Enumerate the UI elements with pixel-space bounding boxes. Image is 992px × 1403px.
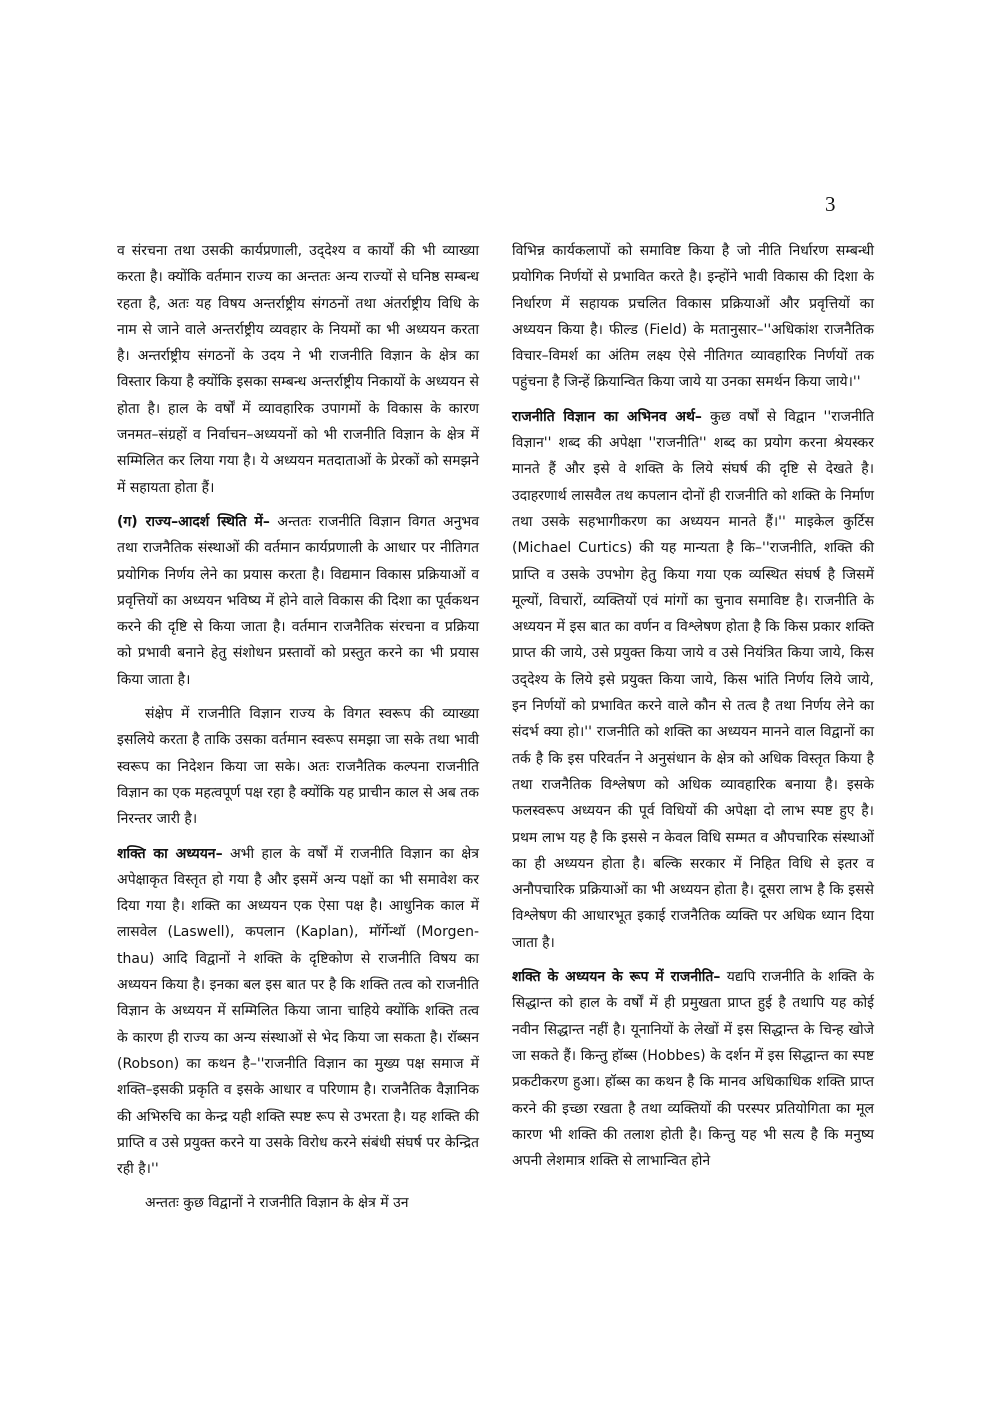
paragraph-power-study <box>117 841 479 1183</box>
paragraph-text: अभी हाल के वर्षों में राजनीति विज्ञान का क्षेत्र अपेक्षाकृत विस्तृत हो गया है और इसमें अन्य पक्षों का भी समावेश कर दिया गया है। शक्ति का अध्ययन एक ऐसा पक्ष है। आधुनिक काल में लासवेल (Laswell), कपलान (Kaplan), मॉर्गेन्थॉ (Morgen-thau) आदि विद्वानों ने शक्ति के दृष्टिकोण से राजनीति विषय का अध्ययन किया है। इनका बल इस बात पर है कि शक्ति तत्व को राजनीति विज्ञान के अध्ययन में सम्मिलित किया जाना चाहिये क्योंकि शक्ति तत्व के कारण ही राज्य का अन्य संस्थाओं से भेद किया जा सकता है। रॉब्सन (Robson) का कथन है–''राजनीति विज्ञान का मुख्य पक्ष समाज में शक्ति–इसकी प्रकृति व इसके आधार व परिणाम है। राजनैतिक वैज्ञानिक की अभिरुचि का केन्द्र यही शक्ति स्पष्ट रूप से उभरता है। यह शक्ति की प्राप्ति व उसे प्रयुक्त करने या उसके विरोध करने संबंधी संघर्ष पर केन्द्रित रही है।'' <box>117 845 480 1178</box>
paragraph-new-meaning <box>512 404 874 956</box>
paragraph-state-ideal <box>117 509 479 693</box>
left-column <box>117 238 479 1225</box>
paragraph-text: यद्यपि राजनीति के शक्ति के सिद्धान्त को हाल के वर्षों में ही प्रमुखता प्राप्त हुई है तथापि यह कोई नवीन सिद्धान्त नहीं है। यूनानियों के लेखों में इस सिद्धान्त के चिन्ह खोजे जा सकते हैं। किन्तु हॉब्स (Hobbes) के दर्शन में इस सिद्धान्त का स्पष्ट प्रकटीकरण हुआ। हॉब्स का कथन है कि मानव अधिकाधिक शक्ति प्राप्त करने की इच्छा रखता है तथा व्यक्तियों की परस्पर प्रतियोगिता का मूल कारण भी शक्ति की तलाश होती है। किन्तु यह भी सत्य है कि मनुष्य अपनी लेशमात्र शक्ति से लाभान्वित होने <box>512 969 874 1170</box>
paragraph-text: अन्ततः राजनीति विज्ञान विगत अनुभव तथा राजनैतिक संस्थाओं की वर्तमान कार्यप्रणाली के आधार पर नीतिगत प्रयोगिक निर्णय लेने का प्रयास करता है। विद्यमान विकास प्रक्रियाओं व प्रवृत्तियों का अध्ययन भविष्य में होने वाले विकास की दिशा का पूर्वकथन करने की दृष्टि से किया जाता है। वर्तमान राजनैतिक संरचना व प्रक्रिया को प्रभावी बनाने हेतु संशोधन प्रस्तावों को प्रस्तुत करने का भी प्रयास किया जाता है। <box>117 513 479 688</box>
paragraph: अन्ततः कुछ विद्वानों ने राजनीति विज्ञान के क्षेत्र में उन <box>145 1195 409 1212</box>
section-heading: राजनीति विज्ञान का अभिनव अर्थ– <box>512 408 702 425</box>
section-heading: (ग) राज्य–आदर्श स्थिति में– <box>117 513 270 530</box>
right-column <box>512 238 874 1182</box>
paragraph-text: कुछ वर्षों से विद्वान ''राजनीति विज्ञान'' शब्द की अपेक्षा ''राजनीति'' शब्द का प्रयोग करना श्रेयस्कर मानते हैं और इसे वे शक्ति के लिये संघर्ष की दृष्टि से देखते है। उदाहरणार्थ लासवैल तथ कपलान दोनों ही राजनीति को शक्ति के निर्माण तथा उसके सहभागीकरण का अध्ययन मानते हैं।'' माइकेल कुर्टिस (Michael Curtics) की यह मान्यता है कि–''राजनीति, शक्ति की प्राप्ति व उसके उपभोग हेतु किया गया एक व्यस्थित संघर्ष है जिसमें मूल्यों, विचारों, व्यक्तियों एवं मांगों का चुनाव समाविष्ट है। राजनीति के अध्ययन में इस बात का वर्णन व विश्लेषण होता है कि किस प्रकार शक्ति प्राप्त की जाये, उसे प्रयुक्त किया जाये व उसे नियंत्रित किया जाये, किस उद्‌देश्य के लिये इसे प्रयुक्त किया जाये, किस भांति निर्णय लिये जाये, इन निर्णयों को प्रभावित करने वाले कौन से तत्व है तथा निर्णय लेने का संदर्भ क्या हो।'' राजनीति को शक्ति का अध्ययन मानने वाल विद्वानों का तर्क है कि इस परिवर्तन ने अनुसंधान के क्षेत्र को अधिक विस्तृत किया है तथा राजनैतिक विश्लेषण को अधिक व्यावहारिक बनाया है। इसके फलस्वरूप अध्ययन की पूर्व विधियों की अपेक्षा दो लाभ स्पष्ट हुए है। प्रथम लाभ यह है कि इससे न केवल विधि सम्मत व औपचारिक संस्थाओं का ही अध्ययन होता है। बल्कि सरकार में निहित विधि से इतर व अनौपचारिक प्रक्रियाओं का भी अध्ययन होता है। दूसरा लाभ है कि इससे विश्लेषण की आधारभूत इकाई राजनैतिक व्यक्ति पर अधिक ध्यान दिया जाता है। <box>512 408 874 951</box>
paragraph: व संरचना तथा उसकी कार्यप्रणाली, उद्‌देश्य व कार्यों की भी व्याख्या करता है। क्योंकि वर्तमान राज्य का अन्ततः अन्य राज्यों से घनिष्ठ सम्बन्ध रहता है, अतः यह विषय अन्तर्राष्ट्रीय संगठनों तथा अंतर्राष्ट्रीय विधि के नाम से जाने वाले अन्तर्राष्ट्रीय व्यवहार के नियमों का भी अध्ययन करता है। अन्तर्राष्ट्रीय संगठनों के उदय ने भी राजनीति विज्ञान के क्षेत्र का विस्तार किया है क्योंकि इसका सम्बन्ध अन्तर्राष्ट्रीय निकायों के अध्ययन से होता है। हाल के वर्षों में व्यावहारिक उपागमों के विकास के कारण जनमत–संग्रहों व निर्वाचन–अध्ययनों को भी राजनीति विज्ञान के क्षेत्र में सम्मिलित कर लिया गया है। ये अध्ययन मतदाताओं के प्रेरकों को समझने में सहायता होता हैं। <box>117 243 479 496</box>
paragraph: विभिन्न कार्यकलापों को समाविष्ट किया है जो नीति निर्धारण सम्बन्धी प्रयोगिक निर्णयों से प्रभावित करते है। इन्होंने भावी विकास की दिशा के निर्धारण में सहायक प्रचलित विकास प्रक्रियाओं और प्रवृत्तियों का अध्ययन किया है। फील्ड (Field) के मतानुसार–''अधिकांश राजनैतिक विचार–विमर्श का अंतिम लक्ष्य ऐसे नीतिगत व्यावहारिक निर्णयों तक पहुंचना है जिन्हें क्रियान्वित किया जाये या उनका समर्थन किया जाये।'' <box>512 243 874 391</box>
paragraph-politics-as-power <box>512 964 874 1174</box>
section-heading: शक्ति के अध्ययन के रूप में राजनीति– <box>512 969 721 986</box>
paragraph: संक्षेप में राजनीति विज्ञान राज्य के विगत स्वरूप की व्याख्या इसलिये करता है ताकि उसका वर्तमान स्वरूप समझा जा सके तथा भावी स्वरूप का निदेशन किया जा सके। अतः राजनैतिक कल्पना राजनीति विज्ञान का एक महत्वपूर्ण पक्ष रहा है क्योंकि यह प्राचीन काल से अब तक निरन्तर जारी है। <box>117 706 479 828</box>
page-number: 3 <box>825 192 836 216</box>
section-heading: शक्ति का अध्ययन– <box>117 845 223 862</box>
